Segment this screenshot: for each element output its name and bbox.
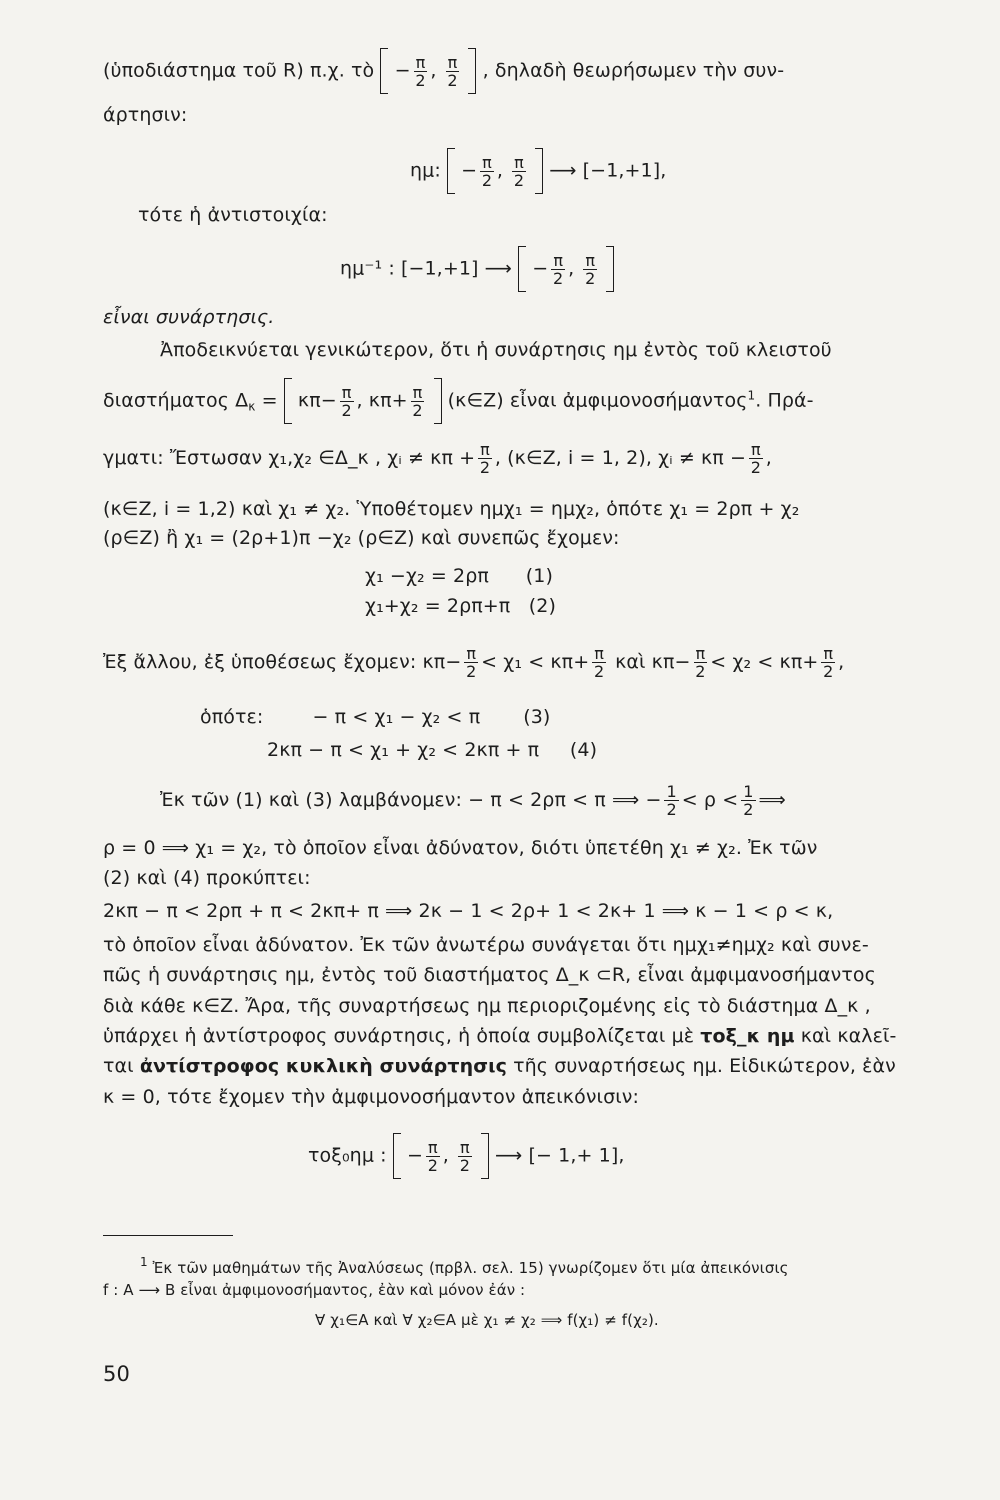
line-27-arcsin-map: τοξ₀ημ : − $\frac{\pi}{2}$ , $\frac{\pi}{2}$ ⟶ [− 1,+ 1], [308, 1133, 624, 1179]
line-01: (ὑποδιάστημα τοῦ R) π.χ. τὸ − $\frac{\pi}{2}$ , $\frac{\pi}{2}$ , δηλαδὴ θεωρήσωμεν τὴν συν- [103, 48, 784, 94]
fraction-pi-over-2: $\frac{\pi}{2}$ [447, 52, 458, 90]
line-10: (κ∈Z, i = 1,2) καὶ χ₁ ≠ χ₂. Ὑποθέτομεν ημχ₁ = ημχ₂, ὁπότε χ₁ = 2ρπ + χ₂ [103, 498, 800, 520]
bracket-open [380, 48, 388, 94]
footnote-line-3: ∀ χ₁∈A καὶ ∀ χ₂∈A μὲ χ₁ ≠ χ₂ ⟹ f(χ₁) ≠ f(χ₂). [315, 1311, 659, 1329]
line-23: διὰ κάθε κ∈Z. Ἄρα, τῆς συναρτήσεως ημ περιοριζομένης εἰς τὸ διάστημα Δ_κ , [103, 995, 871, 1017]
line-18: ρ = 0 ⟹ χ₁ = χ₂, τὸ ὁποῖον εἶναι ἀδύνατον, διότι ὑπετέθη χ₁ ≠ χ₂. Ἐκ τῶν [103, 837, 818, 859]
line-11: (ρ∈Z) ἢ χ₁ = (2ρ+1)π −χ₂ (ρ∈Z) καὶ συνεπῶς ἔχομεν: [103, 527, 620, 549]
page-number: 50 [103, 1362, 130, 1386]
line-07: Ἀποδεικνύεται γενικώτερον, ὅτι ἡ συνάρτησις ημ ἐντὸς τοῦ κλειστοῦ [160, 339, 832, 361]
line-25: ται ἀντίστροφος κυκλικὴ συνάρτησις τῆς συναρτήσεως ημ. Εἰδικώτερον, ἐὰν [103, 1055, 896, 1077]
equation-2: χ₁+χ₂ = 2ρπ+π (2) [365, 595, 556, 617]
line-06: εἶναι συνάρτησις. [103, 306, 275, 328]
line-21: τὸ ὁποῖον εἶναι ἀδύνατον. Ἐκ τῶν ἀνωτέρω συνάγεται ὅτι ημχ₁≠ημχ₂ καὶ συνε- [103, 934, 869, 956]
line-05-inverse-map: ημ⁻¹ : [−1,+1] ⟶ − $\frac{\pi}{2}$ , $\frac{\pi}{2}$ [340, 246, 614, 292]
footnote-rule [103, 1235, 233, 1236]
line-03-sin-map: ημ: − $\frac{\pi}{2}$ , $\frac{\pi}{2}$ ⟶ [−1,+1], [410, 148, 666, 194]
line-19: (2) καὶ (4) προκύπτει: [103, 867, 311, 889]
equation-1: χ₁ −χ₂ = 2ρπ (1) [365, 565, 553, 587]
line-09: γματι: Ἔστωσαν χ₁,χ₂ ∈Δ_κ , χᵢ ≠ κπ + $\frac{\pi}{2}$ , (κ∈Z, i = 1, 2), χᵢ ≠ κπ − $\frac{\pi}{2}$ , [103, 440, 772, 477]
line-02: άρτησιν: [103, 104, 188, 126]
line-24: ὑπάρχει ἡ ἀντίστροφος συνάρτησις, ἡ ὁποία συμβολίζεται μὲ τοξ_κ ημ καὶ καλεῖ- [103, 1025, 897, 1047]
footnote-line-2: f : A ⟶ B εἶναι ἀμφιμονοσήμαντος, ἐὰν καὶ μόνον ἐάν : [103, 1281, 526, 1299]
line-20: 2κπ − π < 2ρπ + π < 2κπ+ π ⟹ 2κ − 1 < 2ρ+ 1 < 2κ+ 1 ⟹ κ − 1 < ρ < κ, [103, 900, 834, 922]
line-04: τότε ἡ ἀντιστοιχία: [138, 204, 328, 226]
line-26: κ = 0, τότε ἔχομεν τὴν ἀμφιμονοσήμαντον ἀπεικόνισιν: [103, 1086, 639, 1108]
footnote-ref: 1 [747, 388, 756, 403]
line-08: διαστήματος $\Delta_\kappa = \kappa\pi-$ $\frac{\pi}{2}$ , κπ+ $\frac{\pi}{2}$ (κ∈Z) εἶναι ἀμφιμονοσήμαντος$^1$. Πρά- [103, 378, 814, 424]
bracket-close [468, 48, 476, 94]
line-14: Ἐξ ἄλλου, ἐξ ὑποθέσεως ἔχομεν: κπ− $\frac{\pi}{2}$ < χ₁ < κπ+ $\frac{\pi}{2}$ καὶ κπ− $\frac{\pi}{2}$ < χ₂ < κπ+ $\frac{\pi}{2}$ , [103, 644, 845, 681]
equation-4: 2κπ − π < χ₁ + χ₂ < 2κπ + π (4) [267, 739, 598, 761]
line-17: Ἐκ τῶν (1) καὶ (3) λαμβάνομεν: − π < 2ρπ < π ⟹ − $\frac{1}{2}$ < ρ < $\frac{1}{2}$ ⟹ [160, 782, 786, 819]
fraction-pi-over-2: $\frac{\pi}{2}$ [415, 52, 426, 90]
equation-3: ὁπότε: − π < χ₁ − χ₂ < π (3) [200, 706, 551, 728]
line-22: πῶς ἡ συνάρτησις ημ, ἐντὸς τοῦ διαστήματος Δ_κ ⊂R, εἶναι ἀμφιμανοσήμαντος [103, 964, 876, 986]
footnote-line-1: $^1$ Ἐκ τῶν μαθημάτων τῆς Ἀναλύσεως (πρβλ. σελ. 15) γνωρίζομεν ὅτι μία ἀπεικόνισις [140, 1255, 789, 1277]
